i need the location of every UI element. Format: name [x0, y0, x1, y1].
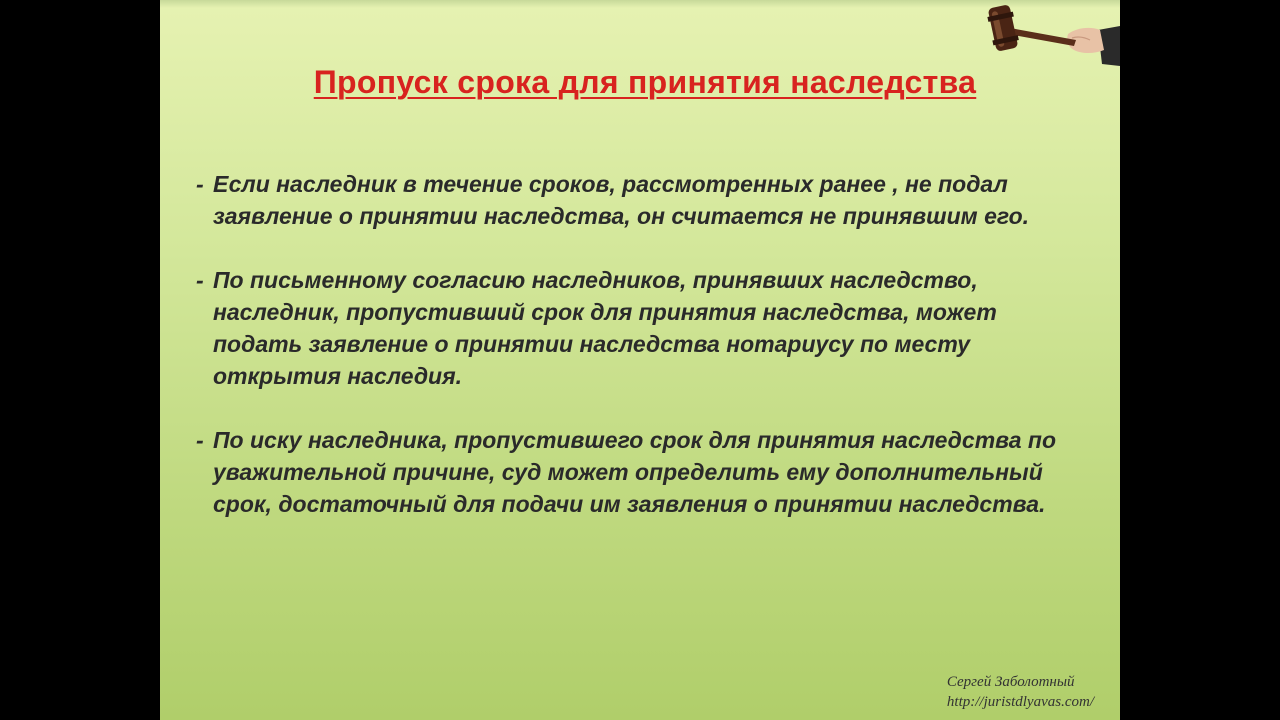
bullet-dash: -: [196, 267, 204, 293]
author-signature: [947, 672, 1094, 712]
bullet-dash: -: [196, 427, 204, 453]
bullet-text: Если наследник в течение сроков, рассмотренных ранее , не подал заявление о принятии наследства, он считается не принявшим его.: [213, 171, 1030, 229]
bullet-item: [196, 168, 1086, 232]
bullet-item: [196, 264, 1086, 392]
bullet-text: По письменному согласию наследников, принявших наследство, наследник, пропустивший срок для принятия наследства, может подать заявление о принятии наследства нотариусу по месту открытия наследия.: [213, 267, 997, 389]
bullet-dash: -: [196, 171, 204, 197]
bullet-text: По иску наследника, пропустившего срок для принятия наследства по уважительной причине, суд может определить ему дополнительный срок, достаточный для подачи им заявления о принятии наследства.: [213, 427, 1057, 517]
bullet-item: [196, 424, 1086, 520]
gavel-icon: [980, 0, 1120, 70]
author-url: http://juristdlyavas.com/: [946, 694, 1094, 710]
author-name: Сергей Заболотный: [946, 674, 1075, 690]
presentation-slide: [160, 0, 1120, 720]
bullet-list: [196, 168, 1086, 552]
slide-title: Пропуск срока для принятия наследства: [313, 64, 977, 100]
